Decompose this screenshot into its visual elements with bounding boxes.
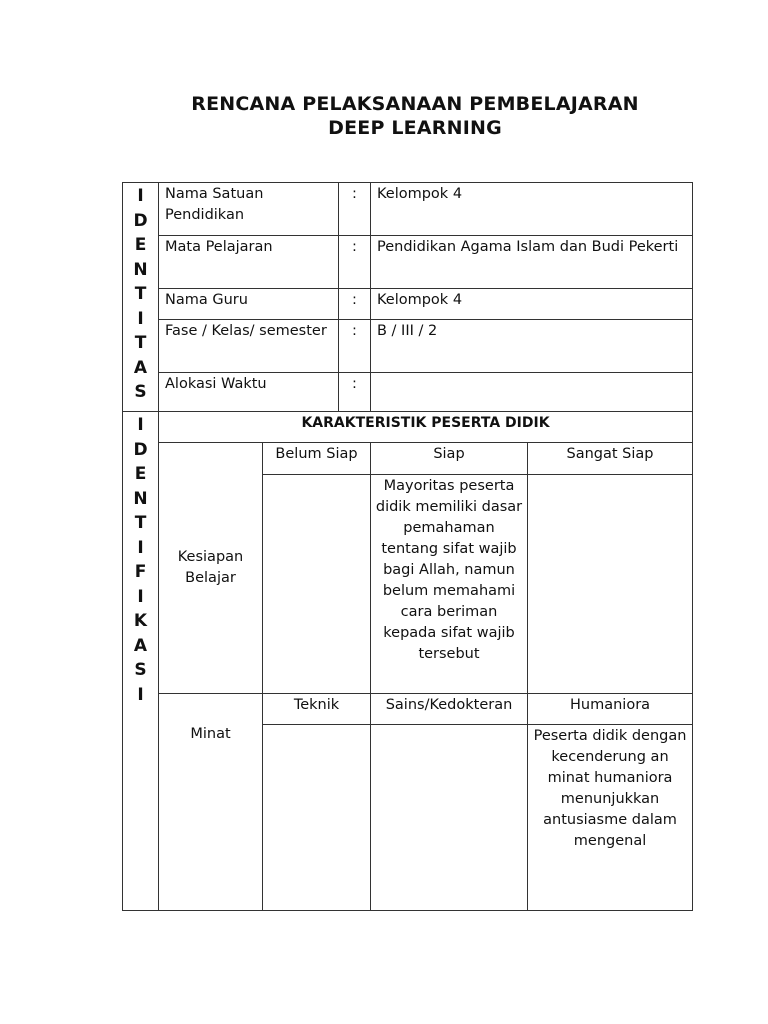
row-label: Mata Pelajaran (159, 236, 339, 289)
identitas-row (123, 320, 693, 373)
identitas-row (123, 183, 693, 236)
column-header: Humaniora (528, 694, 693, 725)
row-colon: : (339, 373, 371, 412)
minat-header-row (123, 694, 693, 725)
row-value (371, 373, 693, 412)
identitas-vertical-label: I D E N T I T A S (123, 183, 159, 412)
value-cell (371, 725, 528, 911)
identifikasi-vertical-label: I D E N T I F I K A S I (123, 412, 159, 911)
column-header: Sangat Siap (528, 443, 693, 475)
row-value: B / III / 2 (371, 320, 693, 373)
identitas-row (123, 236, 693, 289)
value-cell (528, 475, 693, 694)
identitas-row (123, 289, 693, 320)
row-colon: : (339, 183, 371, 236)
column-header: Teknik (263, 694, 371, 725)
title-line-2: DEEP LEARNING (328, 117, 502, 139)
document-title (0, 92, 768, 140)
row-value: Kelompok 4 (371, 289, 693, 320)
column-header: Belum Siap (263, 443, 371, 475)
row-value: Pendidikan Agama Islam dan Budi Pekerti (371, 236, 693, 289)
row-value: Kelompok 4 (371, 183, 693, 236)
kesiapan-header-row (123, 443, 693, 475)
identitas-row (123, 373, 693, 412)
row-label: Fase / Kelas/ semester (159, 320, 339, 373)
row-colon: : (339, 236, 371, 289)
title-line-1: RENCANA PELAKSANAAN PEMBELAJARAN (191, 93, 639, 115)
row-label: Alokasi Waktu (159, 373, 339, 412)
kesiapan-label: Kesiapan Belajar (159, 443, 263, 694)
rpp-table (122, 182, 693, 911)
row-label: Nama Guru (159, 289, 339, 320)
identifikasi-header-row (123, 412, 693, 443)
column-header: Sains/Kedokteran (371, 694, 528, 725)
value-cell (263, 475, 371, 694)
value-cell: Peserta didik dengan kecenderung an minat humaniora menunjukkan antusiasme dalam mengenal (528, 725, 693, 911)
row-label: Nama Satuan Pendidikan (159, 183, 339, 236)
minat-label: Minat (159, 694, 263, 911)
row-colon: : (339, 320, 371, 373)
value-cell (263, 725, 371, 911)
section-title: KARAKTERISTIK PESERTA DIDIK (159, 412, 693, 443)
row-colon: : (339, 289, 371, 320)
value-cell: Mayoritas peserta didik memiliki dasar pemahaman tentang sifat wajib bagi Allah, namun belum memahami cara beriman kepada sifat wajib tersebut (371, 475, 528, 694)
column-header: Siap (371, 443, 528, 475)
